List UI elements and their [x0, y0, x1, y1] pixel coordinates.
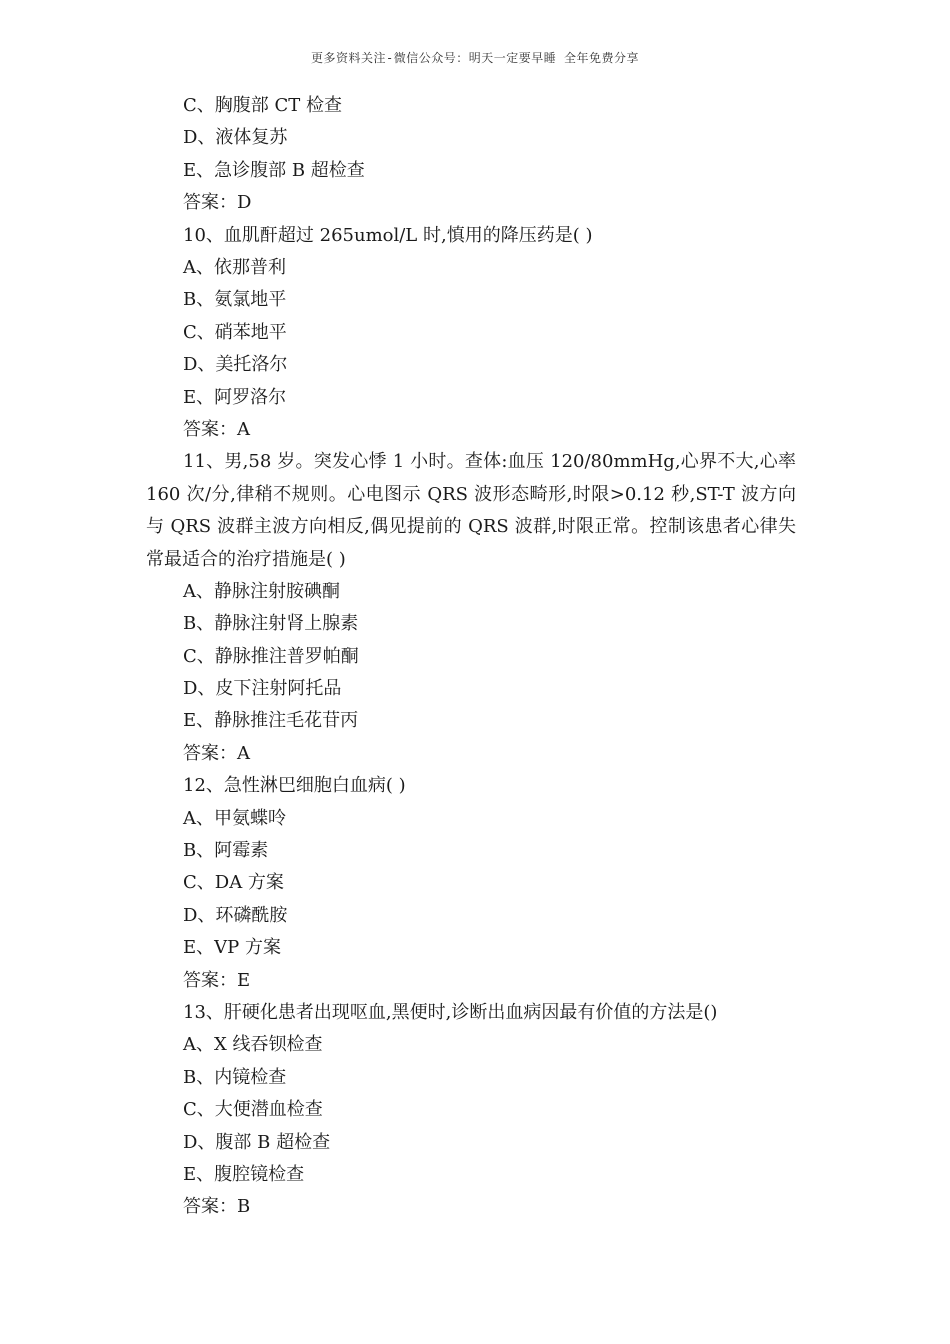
- answer-option: C、硝苯地平: [183, 321, 287, 343]
- answer-option: E、急诊腹部 B 超检查: [183, 159, 365, 181]
- answer-option: D、环磷酰胺: [183, 904, 288, 926]
- answer-option: D、美托洛尔: [183, 354, 288, 376]
- answer-option: D、液体复苏: [183, 127, 288, 149]
- answer-line: 答案：E: [183, 969, 251, 991]
- answer-option: B、氨氯地平: [183, 289, 287, 311]
- question-paragraph: 11、男,58 岁。突发心悸 1 小时。查体:血压 120/80mmHg,心界不大,心率 160 次/分,律稍不规则。心电图示 QRS 波形态畸形,时限>0.12 秒,ST-T 波方向与 QRS 波群主波方向相反,偶见提前的 QRS 波群,时限正常。控制该患者心律失常最适合的治疗措施是( ): [146, 451, 796, 570]
- answer-option: C、大便潜血检查: [183, 1099, 323, 1121]
- answer-option: D、皮下注射阿托品: [183, 678, 342, 700]
- answer-option: A、X 线吞钡检查: [183, 1034, 323, 1056]
- answer-line: 答案：A: [183, 418, 250, 440]
- question-text: 10、血肌酐超过 265umol/L 时,慎用的降压药是( ): [183, 224, 593, 246]
- answer-option: C、DA 方案: [183, 872, 284, 894]
- answer-option: C、静脉推注普罗帕酮: [183, 645, 359, 667]
- answer-option: E、阿罗洛尔: [183, 386, 287, 408]
- answer-option: C、胸腹部 CT 检查: [183, 95, 342, 116]
- document-body: [146, 90, 806, 1224]
- answer-option: A、甲氨蝶呤: [183, 807, 286, 829]
- answer-option: E、VP 方案: [183, 937, 281, 959]
- answer-option: A、依那普利: [183, 256, 286, 278]
- page-header: 更多资料关注-微信公众号：明天一定要早睡 全年免费分享: [311, 51, 639, 65]
- answer-line: 答案：B: [183, 1196, 251, 1218]
- answer-option: E、腹腔镜检查: [183, 1163, 305, 1185]
- answer-option: B、静脉注射肾上腺素: [183, 613, 359, 635]
- answer-option: E、静脉推注毛花苷丙: [183, 710, 359, 732]
- answer-option: D、腹部 B 超检查: [183, 1131, 331, 1153]
- answer-line: 答案：D: [183, 192, 252, 214]
- answer-option: A、静脉注射胺碘酮: [183, 580, 340, 602]
- question-text: 12、急性淋巴细胞白血病( ): [183, 775, 406, 797]
- answer-option: B、阿霉素: [183, 840, 269, 862]
- question-text: 13、肝硬化患者出现呕血,黑便时,诊断出血病因最有价值的方法是(): [183, 1002, 718, 1023]
- answer-line: 答案：A: [183, 742, 250, 764]
- answer-option: B、内镜检查: [183, 1066, 287, 1088]
